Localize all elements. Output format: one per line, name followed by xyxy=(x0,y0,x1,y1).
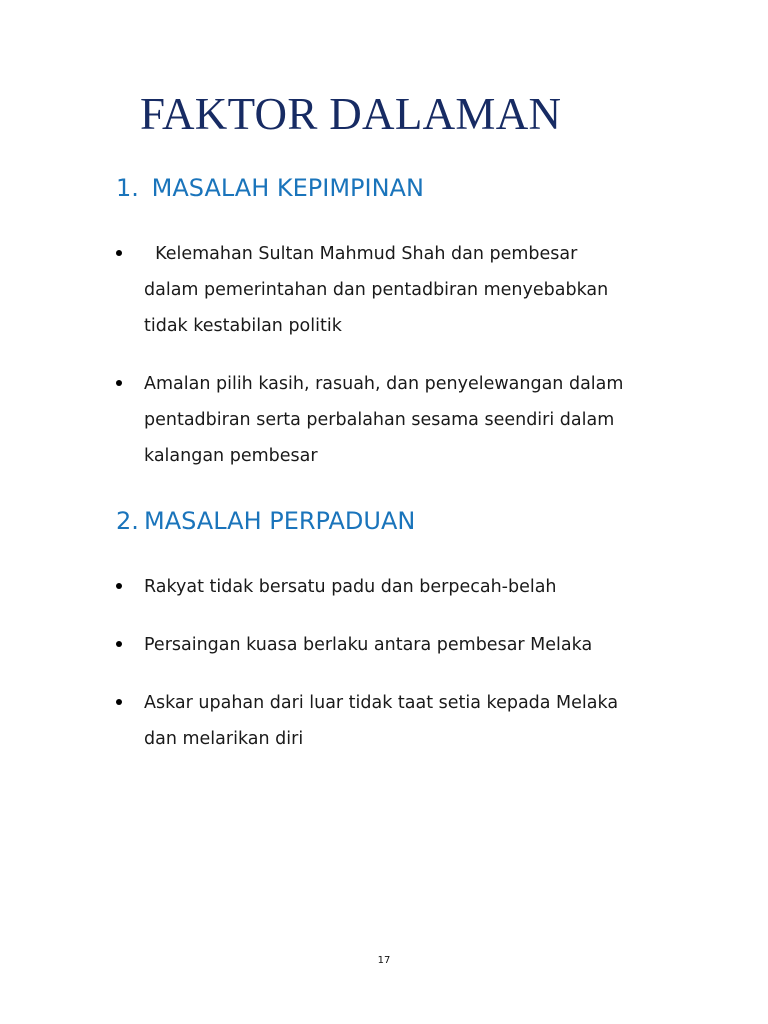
bullet-icon xyxy=(116,641,122,647)
section-heading-kepimpinan xyxy=(116,172,424,204)
section-heading-perpaduan xyxy=(116,505,415,537)
list-item-text: Rakyat tidak bersatu padu dan berpecah-belah xyxy=(144,577,557,597)
list-item xyxy=(116,627,676,663)
list-item xyxy=(116,685,676,757)
section-heading-text: MASALAH KEPIMPINAN xyxy=(151,174,424,202)
page-title: FAKTOR DALAMAN xyxy=(140,89,562,139)
list-item xyxy=(116,569,676,605)
page-number: 17 xyxy=(377,955,391,966)
bullet-icon xyxy=(116,583,122,589)
list-item-text: Persaingan kuasa berlaku antara pembesar Melaka xyxy=(144,635,593,655)
list-item-text: Askar upahan dari luar tidak taat setia kepada Melaka dan melarikan diri xyxy=(144,693,619,749)
list-item-text: Amalan pilih kasih, rasuah, dan penyelewangan dalam pentadbiran serta perbalahan sesama seendiri dalam kalangan pembesar xyxy=(144,374,624,466)
list-item-text: Kelemahan Sultan Mahmud Shah dan pembesar dalam pemerintahan dan pentadbiran menyebabkan tidak kestabilan politik xyxy=(144,244,609,336)
section-heading-text: MASALAH PERPADUAN xyxy=(144,507,416,535)
list-item xyxy=(116,236,676,344)
list-item xyxy=(116,366,676,474)
bullet-icon xyxy=(116,250,122,256)
bullet-icon xyxy=(116,699,122,705)
section-number: 1. xyxy=(116,174,139,202)
section-number: 2. xyxy=(116,507,139,535)
bullet-icon xyxy=(116,380,122,386)
